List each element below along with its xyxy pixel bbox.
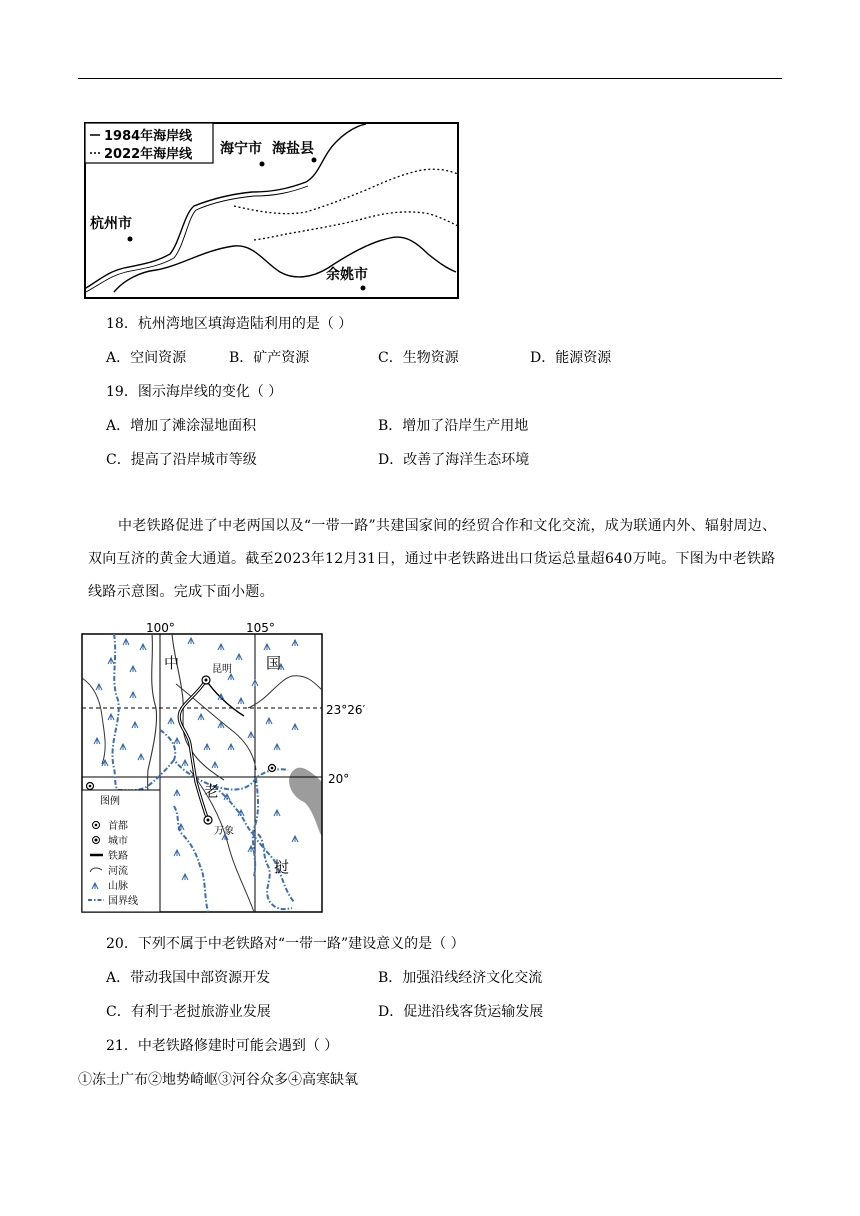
q20-option-c[interactable]: C．有利于老挝旅游业发展 bbox=[106, 1004, 271, 1020]
hangzhou-bay-map bbox=[84, 122, 460, 300]
q21-statements: ①冻土广布②地势崎岖③河谷众多④高寒缺氧 bbox=[78, 1072, 358, 1088]
q19-option-a[interactable]: A．增加了滩涂湿地面积 bbox=[106, 418, 257, 434]
q19-option-b[interactable]: B．增加了沿岸生产用地 bbox=[378, 418, 529, 434]
svg-text:首都: 首都 bbox=[108, 821, 128, 832]
map1-legend bbox=[85, 123, 213, 163]
legend-2022: 2022年海岸线 bbox=[104, 147, 193, 162]
q20-option-b[interactable]: B．加强沿线经济文化交流 bbox=[378, 970, 543, 986]
header-rule bbox=[78, 78, 782, 79]
q19-option-d[interactable]: D．改善了海洋生态环境 bbox=[378, 452, 530, 468]
map2-legend bbox=[82, 790, 160, 912]
lat-tropic: 23°26′ bbox=[326, 703, 366, 717]
passage: 中老铁路促进了中老两国以及“一带一路”共建国家间的经贸合作和文化交流，成为联通内外、辐射周边、双向互济的黄金大通道。截至2023年12月31日，通过中老铁路进出口货运总量超640万吨。下图为中老铁路线路示意图。完成下面小题。 bbox=[88, 518, 777, 600]
q18-option-d[interactable]: D．能源资源 bbox=[530, 350, 612, 366]
svg-text:山脉: 山脉 bbox=[108, 881, 128, 892]
label-guo: 国 bbox=[266, 654, 282, 672]
svg-text:河流: 河流 bbox=[108, 866, 128, 877]
q19-stem: 19．图示海岸线的变化（ ） bbox=[106, 384, 283, 400]
label-yuyao: 余姚市 bbox=[326, 267, 368, 283]
lat-20: 20° bbox=[328, 772, 350, 786]
lon-100: 100° bbox=[146, 621, 175, 635]
q18-option-c[interactable]: C．生物资源 bbox=[378, 350, 459, 366]
label-haiyan: 海盐县 bbox=[272, 141, 314, 157]
label-jian: 挝 bbox=[274, 858, 290, 876]
svg-text:国界线: 国界线 bbox=[108, 896, 138, 907]
legend-1984: 1984年海岸线 bbox=[104, 129, 193, 144]
q20-stem: 20．下列不属于中老铁路对“一带一路”建设意义的是（ ） bbox=[106, 936, 465, 952]
label-lao: 老 bbox=[204, 782, 220, 800]
q18-stem: 18．杭州湾地区填海造陆利用的是（ ） bbox=[106, 316, 353, 332]
q19-option-c[interactable]: C．提高了沿岸城市等级 bbox=[106, 452, 257, 468]
q20-option-a[interactable]: A．带动我国中部资源开发 bbox=[106, 970, 271, 986]
label-hangzhou: 杭州市 bbox=[90, 216, 132, 232]
label-wanxiang: 万象 bbox=[214, 826, 234, 837]
q18-option-b[interactable]: B．矿产资源 bbox=[229, 350, 310, 366]
china-laos-railway-map bbox=[78, 620, 368, 916]
label-zhong: 中 bbox=[164, 654, 180, 672]
svg-text:城市: 城市 bbox=[108, 836, 128, 847]
label-kunming: 昆明 bbox=[212, 664, 232, 675]
label-haining: 海宁市 bbox=[220, 141, 262, 157]
svg-text:图例: 图例 bbox=[100, 796, 120, 807]
q18-option-a[interactable]: A．空间资源 bbox=[106, 350, 187, 366]
q21-stem: 21．中老铁路修建时可能会遇到（ ） bbox=[106, 1038, 339, 1054]
q20-option-d[interactable]: D．促进沿线客货运输发展 bbox=[378, 1004, 544, 1020]
lon-105: 105° bbox=[246, 621, 275, 635]
svg-text:铁路: 铁路 bbox=[108, 851, 128, 862]
